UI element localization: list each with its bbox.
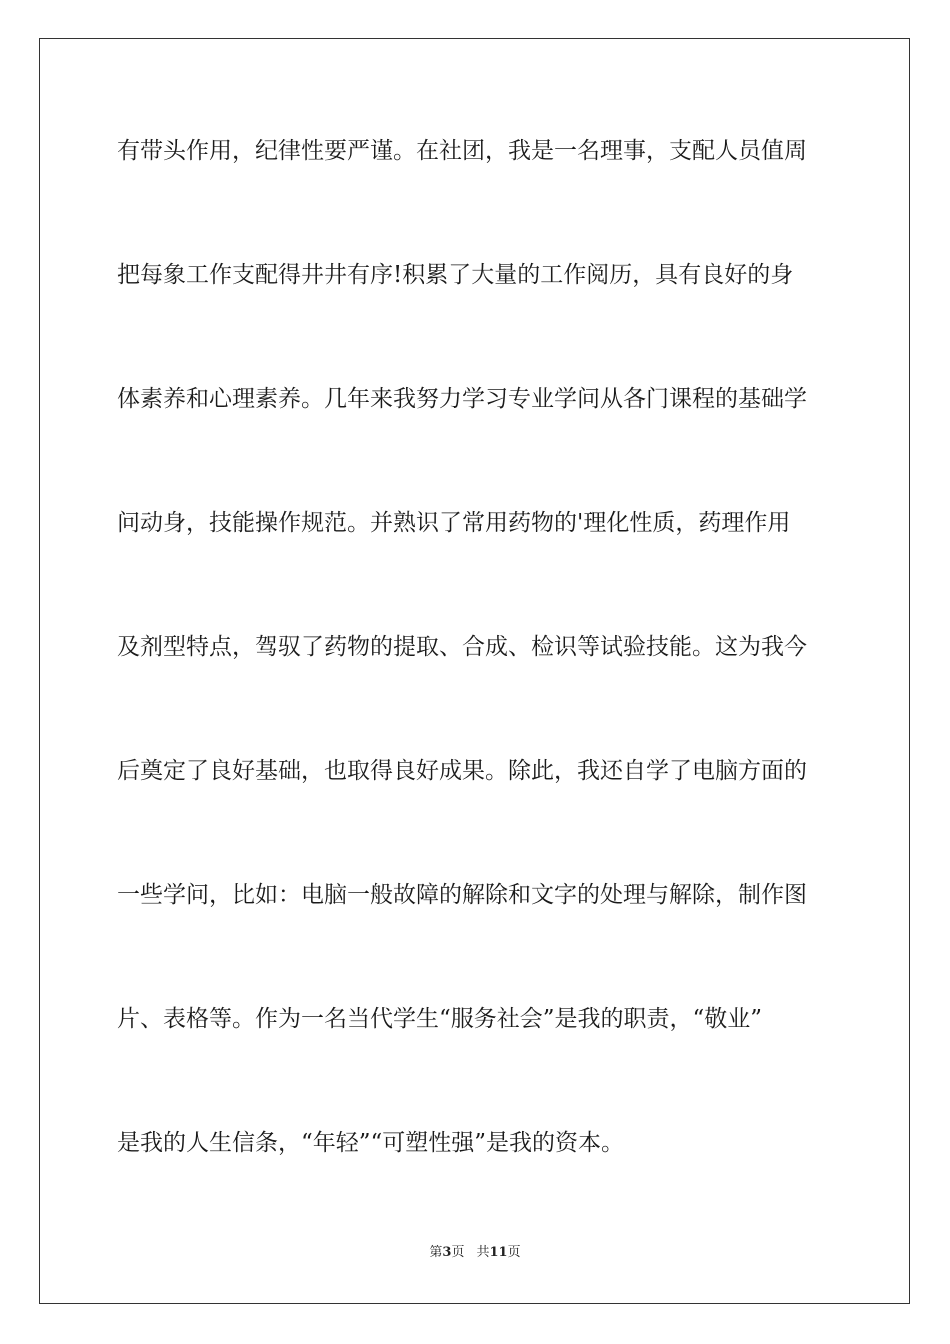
body-text-line: 片、表格等。作为一名当代学生“服务社会”是我的职责，“敬业” <box>117 1006 763 1032</box>
footer-total-prefix: 共 <box>476 1245 490 1260</box>
footer-prefix: 第 <box>429 1245 443 1260</box>
body-text-line: 有带头作用，纪律性要严谨。在社团，我是一名理事，支配人员值周 <box>117 138 807 164</box>
body-text-line: 一些学问，比如：电脑一般故障的解除和文字的处理与解除，制作图 <box>117 882 807 908</box>
footer-page-suffix: 页 <box>451 1245 465 1260</box>
body-text-line: 体素养和心理素养。几年来我努力学习专业学问从各门课程的基础学 <box>117 386 807 412</box>
body-text-line: 是我的人生信条，“年轻”“可塑性强”是我的资本。 <box>117 1130 625 1156</box>
body-text-line: 后奠定了良好基础，也取得良好成果。除此，我还自学了电脑方面的 <box>117 758 807 784</box>
body-text-line: 把每象工作支配得井井有序!积累了大量的工作阅历，具有良好的身 <box>117 262 794 288</box>
current-page-number: 3 <box>442 1245 452 1260</box>
footer-total-suffix: 页 <box>507 1245 521 1260</box>
total-pages-number: 11 <box>489 1245 508 1260</box>
body-text-line: 及剂型特点，驾驭了药物的提取、合成、检识等试验技能。这为我今 <box>117 634 807 660</box>
body-text-line: 问动身，技能操作规范。并熟识了常用药物的'理化性质，药理作用 <box>117 510 791 536</box>
page-footer <box>0 1244 950 1262</box>
page-frame <box>39 38 910 1304</box>
